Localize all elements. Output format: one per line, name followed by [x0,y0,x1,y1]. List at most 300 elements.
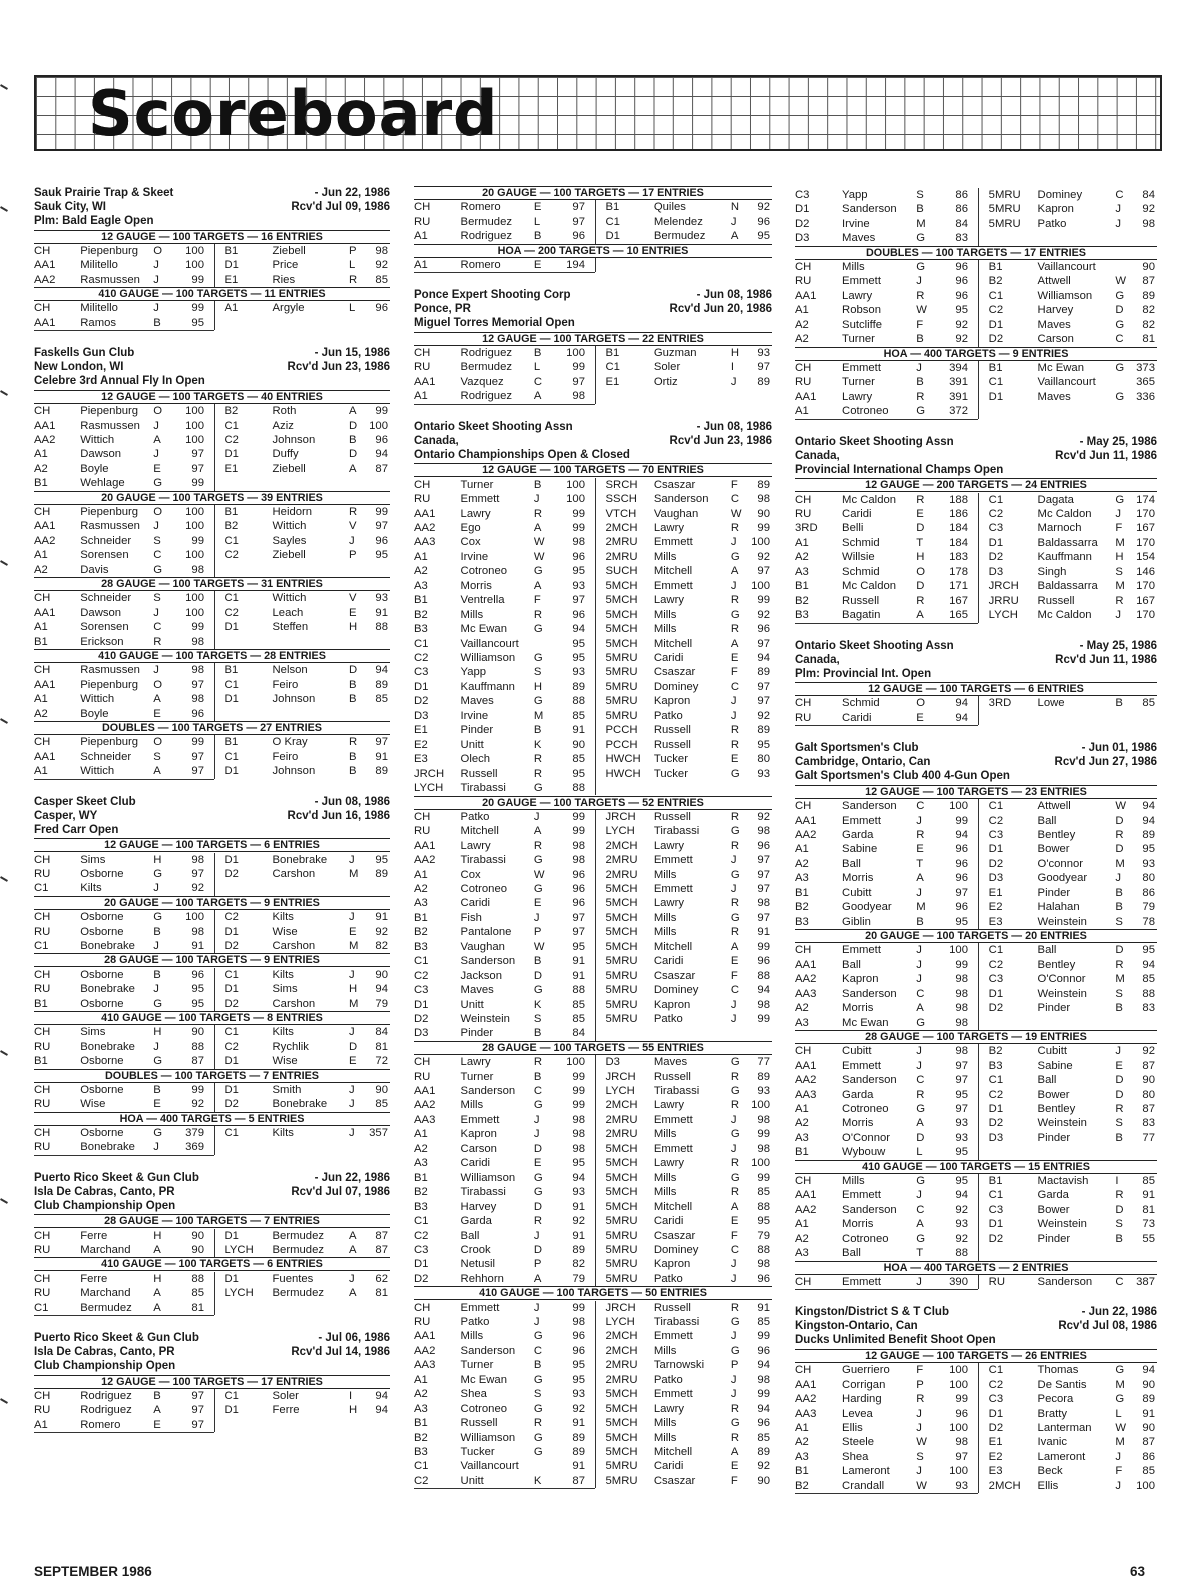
initial: E [349,606,357,619]
shooter-name: Emmett [842,1275,881,1288]
initial: A [916,1218,924,1231]
initial: S [153,750,161,763]
initial: J [916,361,922,374]
score: 97 [757,854,770,867]
initial: R [916,289,925,302]
class-label: C1 [224,534,239,547]
result-row [795,361,1157,376]
result-row [34,853,390,868]
result-row [414,723,772,738]
class-label: C2 [414,652,429,664]
shooter-name: Vaughan [653,507,699,520]
initial: A [533,521,542,534]
class-label: B3 [414,940,428,953]
score: 82 [375,940,388,952]
score: 84 [955,217,968,230]
score: 100 [949,1378,968,1391]
event-header: 12 GAUGE — 100 TARGETS — 6 ENTRIES [34,838,390,852]
class-label: D1 [224,983,239,996]
margin-mark [0,1050,8,1056]
class-label: LYCH [224,1244,254,1256]
result-row [34,1286,390,1301]
class-label: SUCH [605,565,638,578]
score: 100 [1136,1479,1155,1492]
initial: R [1115,1189,1124,1202]
class-label: D1 [605,230,620,243]
result-row [414,1358,772,1373]
result-row [795,900,1157,915]
class-label: AA1 [414,507,436,520]
club-line [34,1199,390,1213]
score: 92 [955,318,968,331]
result-row [414,1416,772,1431]
initial: O [916,697,926,710]
shooter-name: Turner [460,478,494,491]
initial: D [916,522,925,535]
shooter-name: Rasmussen [80,419,140,432]
class-label: A1 [414,258,428,271]
result-row [34,1403,390,1418]
initial: J [916,1045,922,1058]
class-label: C1 [988,289,1004,302]
score: 72 [375,1055,388,1068]
score: 96 [375,302,388,315]
shooter-name: Garda [842,1088,874,1101]
initial: F [730,969,738,982]
class-label: 2MCH [605,1099,638,1112]
shooter-name: Lawry [653,839,684,852]
column-divider [214,1229,215,1258]
shooter-name: Sabine [842,843,878,856]
result-row [34,1243,390,1258]
class-label: B1 [795,886,809,899]
result-row [414,1084,772,1099]
result-row [34,867,390,882]
result-row [795,1407,1157,1422]
shooter-name: Rodriguez [80,1404,132,1417]
club-text: Ponce, PR [414,303,471,316]
result-row [34,476,390,491]
score: 95 [1142,843,1155,856]
club-header [414,420,772,462]
shooter-name: Russell [653,738,691,751]
result-row [414,215,772,230]
result-row [795,1421,1157,1436]
shooter-name: Quiles [653,201,686,214]
shooter-name: Tucker [460,1446,495,1458]
shooter-name: Mills [842,261,865,273]
class-label: B1 [988,1175,1003,1187]
initial: J [349,1026,355,1039]
class-label: AA2 [795,1393,817,1406]
class-label: 2MRU [605,1113,638,1126]
initial: G [153,997,163,1010]
initial: R [533,839,543,852]
shooter-name: Cubitt [842,886,872,899]
club-text: Celebre 3rd Annual Fly In Open [34,375,205,388]
class-label: B3 [414,623,428,636]
shooter-name: Sanderson [1037,1275,1093,1288]
shooter-name: Piepenburg [80,736,139,749]
score: 97 [955,886,968,899]
score: 83 [955,232,968,245]
score: 100 [751,579,770,592]
shooter-name: Csaszar [653,1474,696,1487]
class-label: C1 [988,800,1004,813]
score: 82 [1142,318,1155,331]
class-label: E3 [414,753,428,766]
initial: G [730,911,740,924]
initial: M [533,709,544,722]
club-date: Rcv'd Jul 08, 1986 [1058,1320,1157,1333]
class-label: AA1 [414,839,436,852]
result-row [795,202,1157,217]
shooter-name: Patko [460,1315,490,1328]
shooter-name: Attwell [1037,800,1071,813]
result-row [795,1464,1157,1479]
initial: F [730,1474,738,1487]
result-row [414,781,772,796]
initial: B [153,1083,161,1096]
score: 95 [955,304,968,317]
initial: E [730,955,739,968]
initial: B [533,955,542,968]
shooter-name: Argyle [272,302,305,315]
club-line [34,1345,390,1359]
shooter-name: Emmett [460,1113,500,1126]
initial: A [349,1244,357,1256]
score: 89 [572,1431,585,1444]
class-label: A1 [34,621,48,634]
class-label: C1 [224,678,239,691]
shooter-name: Schmid [842,536,880,549]
club-line [795,1319,1157,1333]
margin-mark [0,1198,8,1204]
score: 88 [757,1243,770,1256]
score: 90 [1142,1074,1155,1087]
event-rule [795,1493,978,1494]
score: 86 [955,189,968,201]
initial: B [1115,886,1123,899]
class-label: E1 [414,724,428,737]
initial: J [916,973,922,986]
class-label: AA1 [795,958,817,971]
initial: J [153,273,159,286]
score: 88 [955,1247,968,1260]
shooter-name: Bower [1037,843,1070,856]
initial: G [533,1431,543,1444]
score: 99 [191,302,204,315]
score: 93 [955,1117,968,1130]
result-row [414,1127,772,1142]
score: 93 [757,1085,770,1097]
shooter-name: Garda [460,1215,492,1228]
initial: O [153,736,163,749]
score: 174 [1136,493,1155,506]
initial: G [533,1099,543,1112]
initial: D [349,419,358,432]
class-label: 5MCH [605,1186,638,1199]
result-row [795,1479,1157,1494]
class-label: RU [414,361,431,374]
score: 96 [757,1344,770,1357]
initial: J [153,882,159,895]
initial: A [730,637,739,650]
initial: E [153,1418,161,1431]
class-label: B2 [414,1431,428,1444]
result-row [795,507,1157,522]
score: 97 [955,1450,968,1463]
score: 87 [1142,1436,1155,1449]
class-label: D2 [414,695,429,708]
score: 100 [369,419,388,432]
result-row [795,493,1157,508]
shooter-name: Steffen [272,621,309,634]
event-header: 410 GAUGE — 100 TARGETS — 50 ENTRIES [414,1286,772,1300]
result-row [795,188,1157,203]
shooter-name: Weinstein [460,1013,510,1025]
shooter-name: Carson [460,1142,497,1155]
class-label: D1 [224,621,239,634]
shooter-name: Osborne [80,1083,124,1096]
class-label: B2 [795,1479,809,1492]
event-header: 28 GAUGE — 100 TARGETS — 19 ENTRIES [795,1030,1157,1044]
shooter-name: Patko [460,810,490,823]
shooter-name: Morris [842,1002,874,1015]
initial: J [730,1013,737,1025]
score: 89 [1142,289,1155,302]
shooter-name: Robson [842,304,881,317]
class-label: B2 [414,926,428,939]
result-row [414,1402,772,1417]
shooter-name: Mitchell [653,1446,693,1458]
score: 85 [1142,973,1155,986]
result-row [414,911,772,926]
initial: B [916,333,924,346]
result-row [414,665,772,680]
class-label: 5MRU [605,1258,638,1271]
class-label: LYCH [605,1085,635,1097]
class-label: CH [414,810,431,823]
initial: J [730,579,737,592]
initial: J [349,853,355,866]
initial: J [730,536,737,549]
shooter-name: Osborne [80,997,124,1010]
initial: F [730,666,738,679]
score: 99 [757,1013,770,1025]
shooter-name: Ellis [1037,1479,1059,1492]
class-label: B2 [988,1045,1003,1058]
shooter-name: Mc Ewan [1037,361,1084,374]
class-label: D2 [224,1098,239,1111]
class-label: B2 [414,608,428,621]
shooter-name: Sanderson [842,203,897,216]
class-label: A1 [34,693,48,706]
class-label: A1 [34,549,48,562]
score: 91 [572,1200,585,1213]
shooter-name: Emmett [842,275,881,288]
initial: G [916,405,926,418]
class-label: A2 [795,318,809,331]
initial: W [1115,800,1127,813]
shooter-name: Mitchell [653,1200,693,1213]
shooter-name: Lawry [653,1099,684,1112]
shooter-name: Bonebrake [80,1040,135,1053]
score: 99 [572,507,585,520]
score: 98 [572,1128,585,1141]
shooter-name: Baldassarra [1037,536,1098,549]
shooter-name: Sanderson [460,955,516,968]
shooter-name: De Santis [1037,1378,1087,1391]
class-label: JRCH [605,1301,636,1314]
class-label: E2 [988,1450,1003,1463]
score: 85 [572,753,585,766]
score: 99 [191,477,204,490]
score: 99 [572,810,585,823]
class-label: D2 [988,1232,1004,1245]
class-label: C1 [988,376,1004,389]
initial: B [1115,1131,1123,1144]
class-label: 5MRU [605,1474,638,1487]
score: 96 [572,550,585,563]
class-label: C2 [224,433,239,446]
score: 94 [572,1171,585,1184]
shooter-name: Emmett [653,1142,693,1155]
initial: A [349,462,357,475]
initial: D [533,1200,543,1213]
initial: J [916,958,922,971]
class-label: A2 [34,707,48,720]
shooter-name: Morris [842,1117,874,1130]
class-label: E1 [988,886,1003,899]
class-label: D1 [988,1407,1004,1420]
score: 96 [572,230,585,243]
result-row [34,1229,390,1244]
initial: G [533,1402,543,1415]
shooter-name: Roth [272,405,297,418]
shooter-name: Vazquez [460,375,504,388]
initial: J [153,419,159,432]
score: 100 [566,1056,585,1069]
shooter-name: Cubitt [842,1045,872,1058]
shooter-name: Johnson [272,765,316,778]
score: 99 [375,405,388,418]
shooter-name: Bermudez [272,1244,325,1256]
score: 95 [572,1157,585,1170]
column-divider [214,853,215,896]
score: 100 [185,244,204,257]
shooter-name: Bermudez [80,1301,132,1314]
initial: L [349,259,356,272]
shooter-name: Pantalone [460,926,512,939]
score: 97 [955,1103,968,1115]
shooter-name: Osborne [80,925,124,938]
score: 92 [1142,203,1155,216]
class-label: 5MRU [605,680,638,693]
result-row [414,752,772,767]
shooter-name: Sims [80,1026,106,1039]
score: 86 [955,203,968,216]
initial: R [1115,594,1124,607]
score: 90 [191,1026,204,1039]
class-label: B1 [605,347,620,359]
club-text: Sauk City, WI [34,201,106,213]
class-label: B3 [414,1446,428,1458]
score: 87 [375,1244,388,1256]
shooter-name: Kauffmann [1037,551,1092,564]
margin-mark [0,84,8,90]
result-row [795,608,1157,623]
score: 81 [1142,1203,1155,1216]
initial: J [916,944,922,957]
club-line [795,769,1157,783]
initial: A [533,390,542,403]
shooter-name: Tucker [653,753,688,766]
score: 89 [375,868,388,880]
class-label: D1 [224,853,239,866]
initial: R [730,839,739,852]
club-date: - Jun 08, 1986 [696,420,772,433]
shooter-name: Weinstein [1037,915,1087,928]
result-row [795,594,1157,609]
shooter-name: Cotroneo [842,405,889,418]
club-text: Canada, [414,434,459,447]
score: 97 [757,637,770,650]
shooter-name: Emmett [653,1388,693,1401]
score: 99 [955,1393,968,1406]
score: 85 [191,1287,204,1300]
shooter-name: Kapron [653,998,691,1011]
shooter-name: Mc Ewan [460,1373,507,1386]
result-row [795,1232,1157,1247]
class-label: RU [34,868,51,880]
column-divider [978,1174,979,1261]
score: 369 [185,1141,204,1154]
initial: G [153,1055,163,1068]
initial: G [533,854,543,867]
event-header: HOA — 400 TARGETS — 5 ENTRIES [34,1112,390,1126]
shooter-name: Osborne [80,968,124,981]
shooter-name: Ventrella [460,594,505,607]
shooter-name: Guerriero [842,1364,890,1377]
class-label: AA1 [414,1085,436,1097]
initial: I [730,361,734,374]
club-date: Rcv'd Jul 09, 1986 [291,201,390,213]
shooter-name: Mills [460,608,484,621]
result-row [414,738,772,753]
class-label: E1 [224,462,239,475]
class-label: RU [414,493,431,506]
result-row [34,663,390,678]
score: 98 [757,1142,770,1155]
shooter-name: Patko [653,1373,683,1386]
initial: S [533,1388,542,1401]
event-header: 12 GAUGE — 100 TARGETS — 70 ENTRIES [414,463,772,477]
shooter-name: Ziebell [272,549,306,562]
shooter-name: Emmett [653,1113,693,1126]
class-label: 5MRU [605,709,638,722]
club-date: - Jun 22, 1986 [314,1171,390,1184]
shooter-name: Osborne [80,868,124,880]
column-divider [978,361,979,419]
initial: J [349,968,355,981]
class-label: A1 [34,765,48,778]
class-label: B3 [414,1200,428,1213]
event-rule [34,1432,214,1433]
shooter-name: Corrigan [842,1378,886,1391]
initial: R [153,635,162,648]
initial: J [153,259,159,272]
